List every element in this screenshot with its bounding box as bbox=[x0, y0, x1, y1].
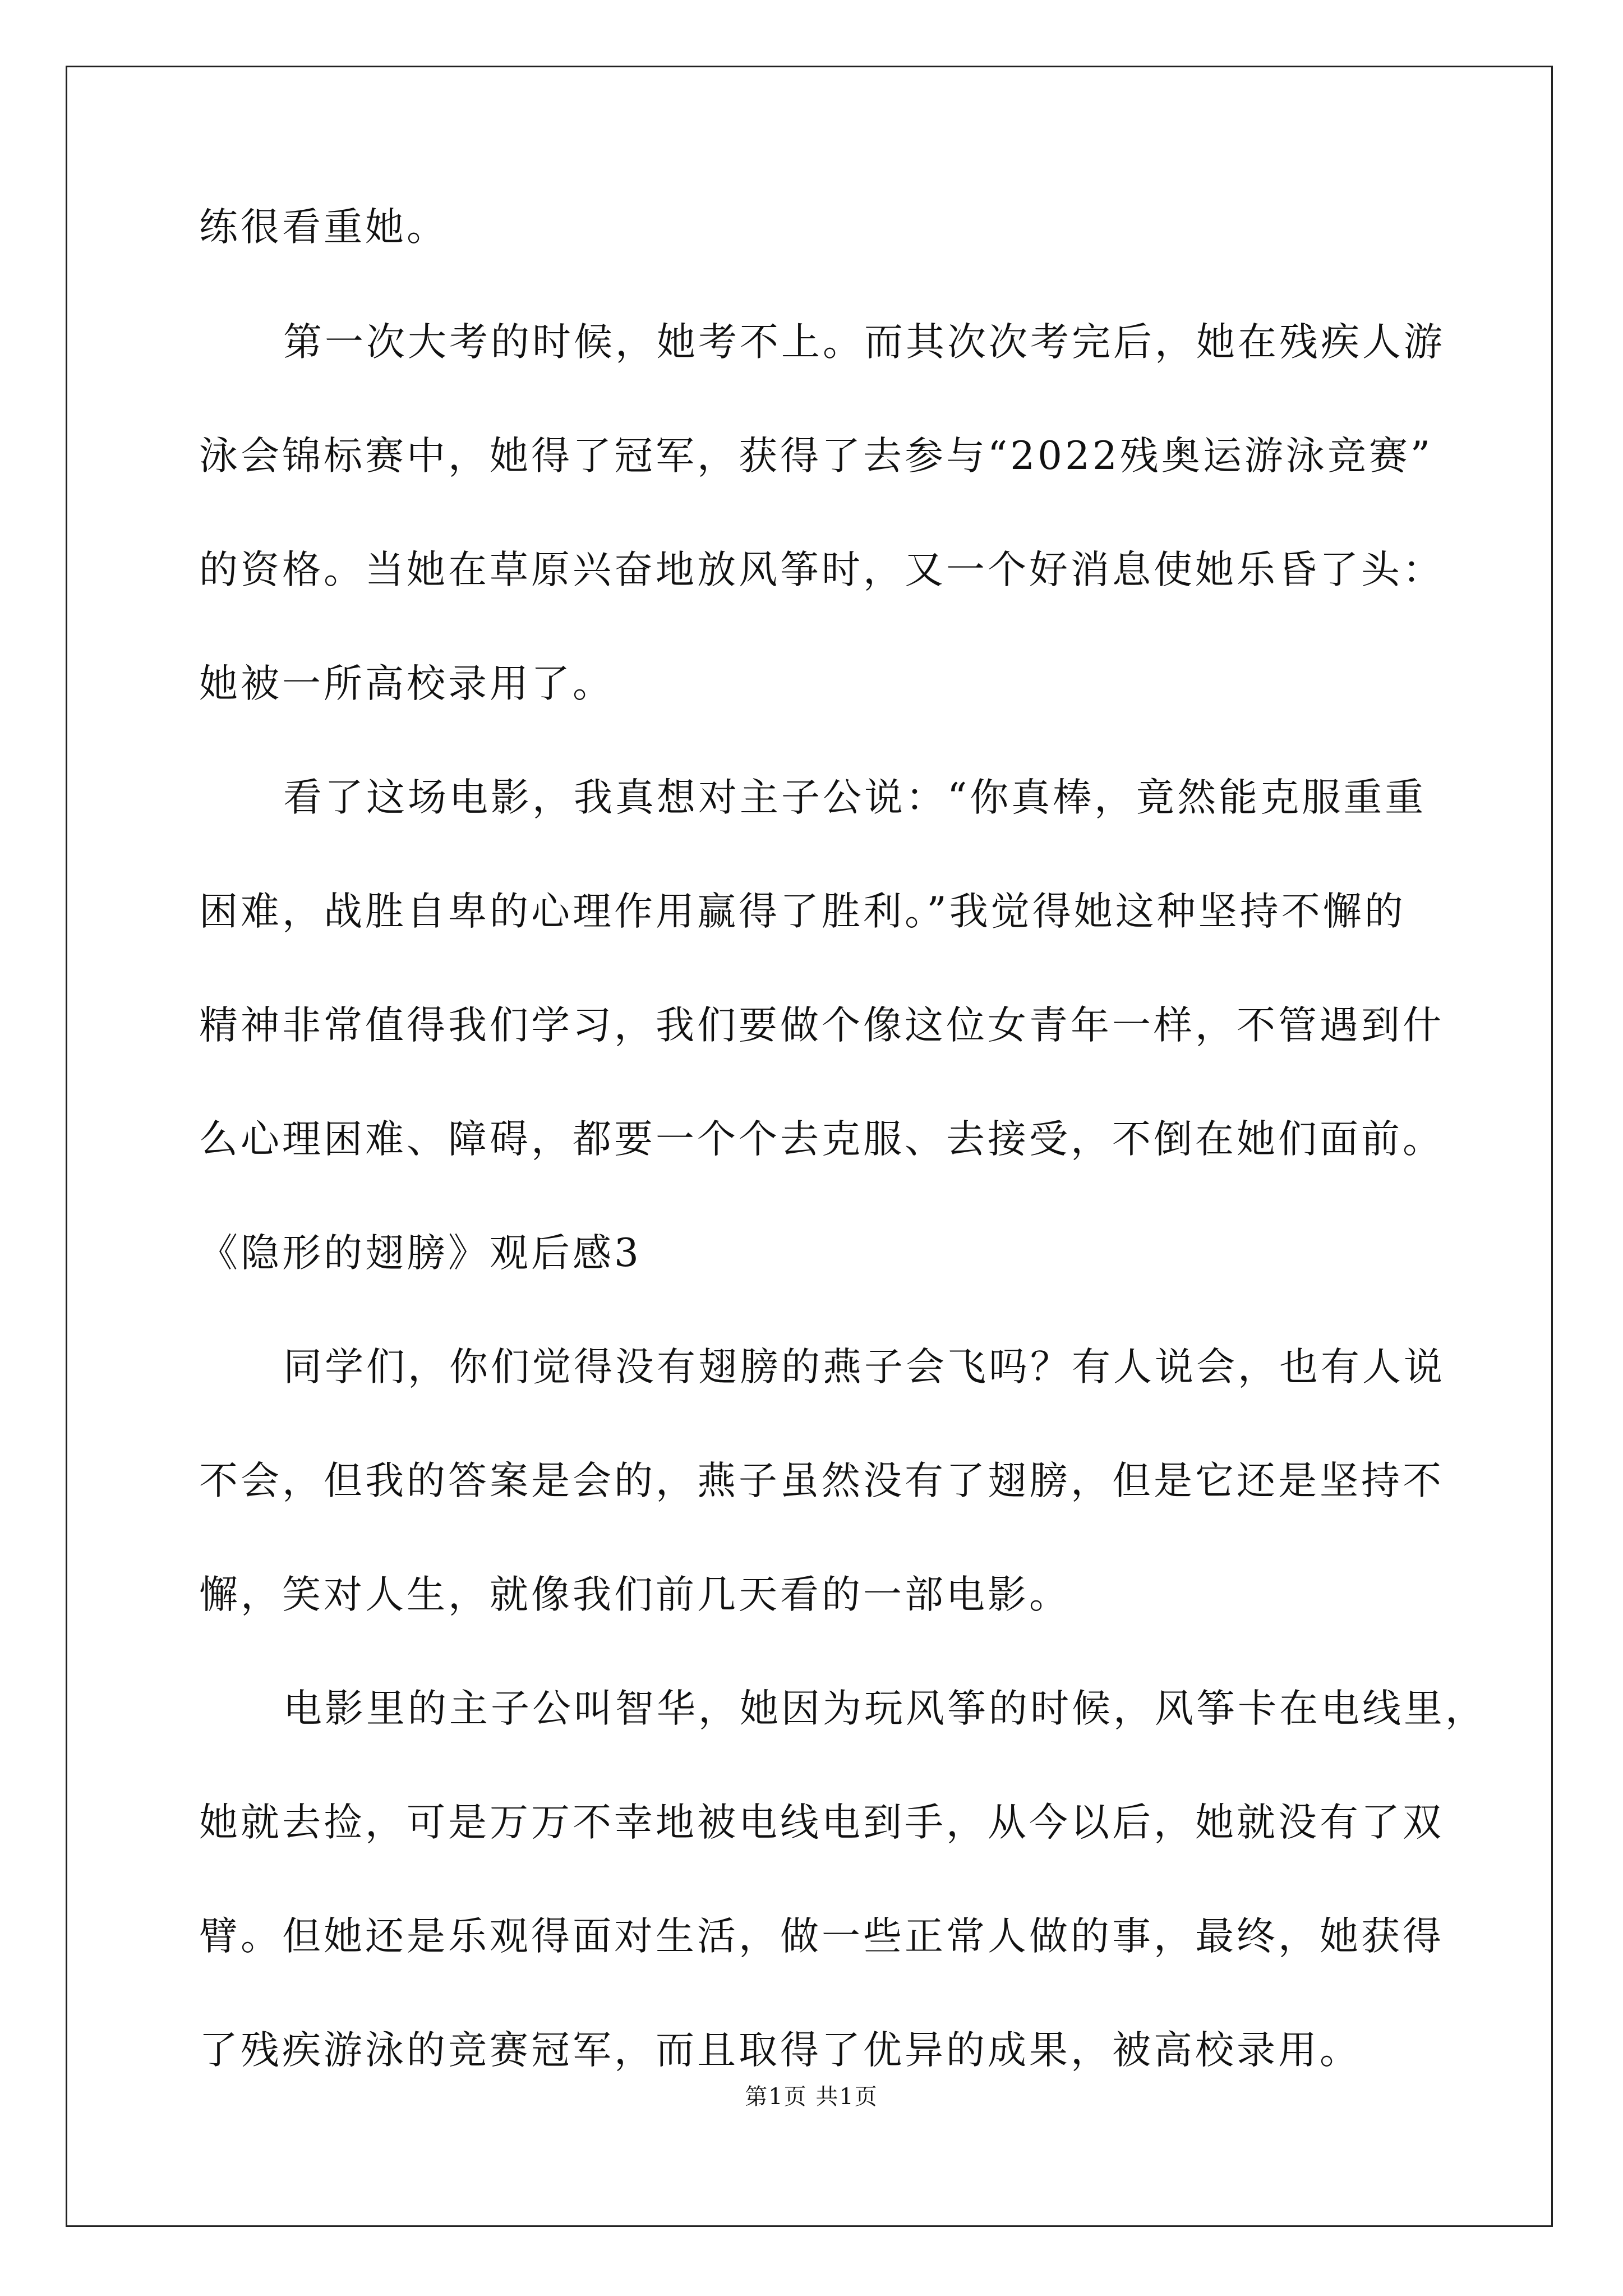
text-line: 精神非常值得我们学习，我们要做个像这位女青年一样，不管遇到什 bbox=[199, 1003, 1444, 1048]
text-line: 懈，笑对人生，就像我们前几天看的一部电影。 bbox=[199, 1572, 1071, 1617]
text-line: 的资格。当她在草原兴奋地放风筝时，又一个好消息使她乐昏了头： bbox=[199, 547, 1444, 592]
paragraph-start-line: 电影里的主子公叫智华，她因为玩风筝的时候，风筝卡在电线里， bbox=[283, 1686, 1487, 1731]
text-line: 臂。但她还是乐观得面对生活，做一些正常人做的事，最终，她获得 bbox=[199, 1914, 1444, 1959]
section-heading: 《隐形的翅膀》观后感3 bbox=[199, 1231, 642, 1276]
text-line: 她就去捡，可是万万不幸地被电线电到手，从今以后，她就没有了双 bbox=[199, 1800, 1444, 1845]
text-line: 她被一所高校录用了。 bbox=[199, 661, 614, 706]
text-line: 困难，战胜自卑的心理作用赢得了胜利。”我觉得她这种坚持不懈的 bbox=[199, 889, 1406, 934]
text-line: 了残疾游泳的竞赛冠军，而且取得了优异的成果，被高校录用。 bbox=[199, 2028, 1361, 2073]
paragraph-start-line: 看了这场电影，我真想对主子公说：“你真棒，竟然能克服重重 bbox=[283, 775, 1427, 820]
text-line: 泳会锦标赛中，她得了冠军，获得了去参与“2022残奥运游泳竞赛” bbox=[199, 434, 1433, 478]
paragraph-start-line: 同学们，你们觉得没有翅膀的燕子会飞吗？有人说会，也有人说 bbox=[283, 1345, 1445, 1389]
paragraph-start-line: 第一次大考的时候，她考不上。而其次次考完后，她在残疾人游 bbox=[283, 320, 1445, 365]
page-number-footer: 第1页 共1页 bbox=[745, 2084, 878, 2110]
text-line: 练很看重她。 bbox=[199, 205, 448, 250]
text-line: 么心理困难、障碍，都要一个个去克服、去接受，不倒在她们面前。 bbox=[199, 1117, 1444, 1162]
text-line: 不会，但我的答案是会的，燕子虽然没有了翅膀，但是它还是坚持不 bbox=[199, 1458, 1444, 1503]
